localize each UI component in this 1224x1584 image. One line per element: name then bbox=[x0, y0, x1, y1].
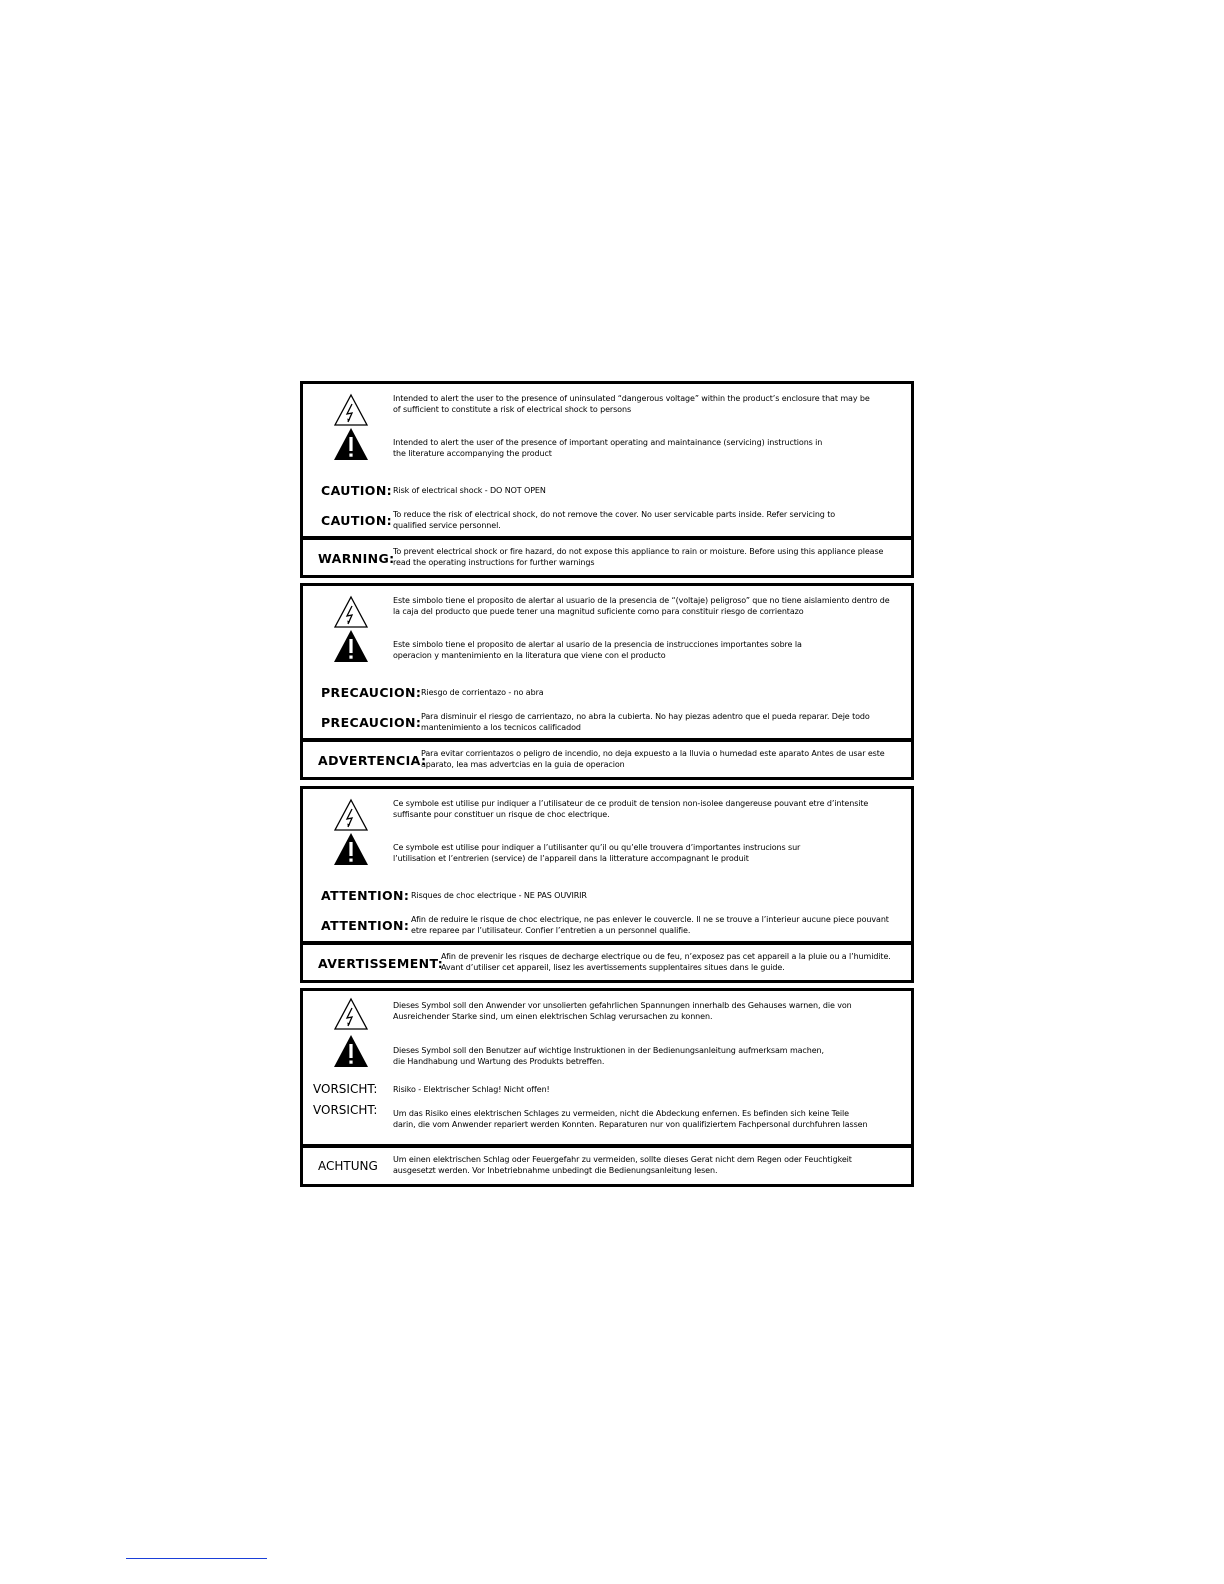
warning-box bbox=[300, 1145, 914, 1187]
lightning-warning-icon bbox=[333, 595, 369, 629]
caution-text: Afin de reduire le risque de choc electrique, ne pas enlever le couvercle. Il ne se trouve a l’interieur aucune piece pouvant etre reparee par l’utilisateur. Confier l’entretien a un personnel qualifie. bbox=[411, 915, 889, 935]
warning-label: WARNING: bbox=[318, 551, 395, 566]
safety-block-spanish bbox=[300, 583, 914, 780]
shock-symbol-text: Intended to alert the user to the presence of uninsulated “dangerous voltage” within the product’s enclosure that may be of sufficient to constitute a risk of electrical shock to persons bbox=[393, 394, 870, 414]
caution-label: ATTENTION: bbox=[321, 918, 410, 933]
shock-symbol-text: Ce symbole est utilise pur indiquer a l’utilisateur de ce produit de tension non-isolee dangereuse pouvant etre d’intensite suffisante pour constituer un risque de choc electrique. bbox=[393, 799, 869, 819]
shock-symbol-text: Este simbolo tiene el proposito de alertar al usuario de la presencia de “(voltaje) peligroso” que no tiene aislamiento dentro de la caja del producto que puede tener una magnitud suficiente como para constituir riesgo de corrientazo bbox=[393, 596, 890, 616]
caution-label: PRECAUCION: bbox=[321, 685, 422, 700]
caution-label: VORSICHT: bbox=[313, 1082, 378, 1096]
exclamation-symbol-text: Ce symbole est utilise pour indiquer a l’utilisanter qu’il ou qu’elle trouvera d’importantes instrucions sur l’utilisation et l’entrerien (service) de l’appareil dans la litterature accompagnant le produit bbox=[393, 843, 801, 863]
caution-text: Risques de choc electrique - NE PAS OUVIRIR bbox=[411, 891, 587, 900]
warning-text: Afin de prevenir les risques de decharge electrique ou de feu, n’exposez pas cet appareil a la pluie ou a l’humidite. Avant d’utiliser cet appareil, lisez les avertissements supplentaires situes dans le guide. bbox=[441, 952, 891, 972]
caution-label: ATTENTION: bbox=[321, 888, 410, 903]
caution-label: PRECAUCION: bbox=[321, 715, 422, 730]
shock-symbol-text: Dieses Symbol soll den Anwender vor unsolierten gefahrlichen Spannungen innerhalb des Gehauses warnen, die von Ausreichender Starke sind, um einen elektrischen Schlag verursachen zu konnen. bbox=[393, 1001, 852, 1021]
exclamation-warning-icon bbox=[333, 629, 369, 663]
warning-label: ACHTUNG bbox=[318, 1159, 378, 1173]
caution-text: To reduce the risk of electrical shock, do not remove the cover. No user servicable parts inside. Refer servicing to qualified service personnel. bbox=[393, 510, 836, 530]
footer-rule bbox=[126, 1558, 267, 1559]
safety-block-english bbox=[300, 381, 914, 578]
exclamation-warning-icon bbox=[333, 1034, 369, 1068]
caution-label: CAUTION: bbox=[321, 483, 393, 498]
warning-box bbox=[300, 739, 914, 780]
warning-text: Para evitar corrientazos o peligro de incendio, no deja expuesto a la lluvia o humedad este aparato Antes de usar este aparato, lea mas advertcias en la guia de operacion bbox=[421, 749, 885, 769]
exclamation-symbol-text: Este simbolo tiene el proposito de alertar al usario de la presencia de instrucciones importantes sobre la operacion y mantenimiento en la literatura que viene con el producto bbox=[393, 640, 802, 660]
caution-text: Para disminuir el riesgo de carrientazo, no abra la cubierta. No hay piezas adentro que el pueda reparar. Deje todo mantenimiento a los tecnicos calificadod bbox=[421, 712, 870, 732]
exclamation-warning-icon bbox=[333, 427, 369, 461]
warning-box bbox=[300, 537, 914, 578]
caution-label: CAUTION: bbox=[321, 513, 393, 528]
lightning-warning-icon bbox=[333, 393, 369, 427]
symbols-box bbox=[300, 988, 914, 1147]
warning-label: AVERTISSEMENT: bbox=[318, 956, 444, 971]
safety-block-german bbox=[300, 988, 914, 1187]
exclamation-warning-icon bbox=[333, 832, 369, 866]
symbols-box bbox=[300, 583, 914, 741]
exclamation-symbol-text: Dieses Symbol soll den Benutzer auf wichtige Instruktionen in der Bedienungsanleitung aufmerksam machen, die Handhabung und Wartung des Produkts betreffen. bbox=[393, 1046, 824, 1066]
safety-block-french bbox=[300, 786, 914, 983]
caution-text: Risk of electrical shock - DO NOT OPEN bbox=[393, 486, 546, 495]
warning-text: Um einen elektrischen Schlag oder Feuergefahr zu vermeiden, sollte dieses Gerat nicht dem Regen oder Feuchtigkeit ausgesetzt werden. Vor Inbetriebnahme unbedingt die Bedienungsanleitung lesen. bbox=[393, 1155, 852, 1175]
lightning-warning-icon bbox=[333, 798, 369, 832]
exclamation-symbol-text: Intended to alert the user of the presence of important operating and maintainance (servicing) instructions in the literature accompanying the product bbox=[393, 438, 823, 458]
caution-text: Um das Risiko eines elektrischen Schlages zu vermeiden, nicht die Abdeckung enfernen. Es befinden sich keine Teile darin, die vom Anwender repariert werden Konnten. Reparaturen nur von qualifiziertem Fachpersonal durchfuhren lassen bbox=[393, 1109, 868, 1129]
caution-text: Risiko - Elektrischer Schlag! Nicht offen! bbox=[393, 1085, 550, 1094]
warning-label: ADVERTENCIA: bbox=[318, 753, 427, 768]
lightning-warning-icon bbox=[333, 997, 369, 1031]
caution-label: VORSICHT: bbox=[313, 1103, 378, 1117]
caution-text: Riesgo de corrientazo - no abra bbox=[421, 688, 544, 697]
symbols-box bbox=[300, 381, 914, 539]
symbols-box bbox=[300, 786, 914, 944]
warning-text: To prevent electrical shock or fire hazard, do not expose this appliance to rain or moisture. Before using this appliance please read the operating instructions for further warnings bbox=[393, 547, 884, 567]
warning-box bbox=[300, 942, 914, 983]
